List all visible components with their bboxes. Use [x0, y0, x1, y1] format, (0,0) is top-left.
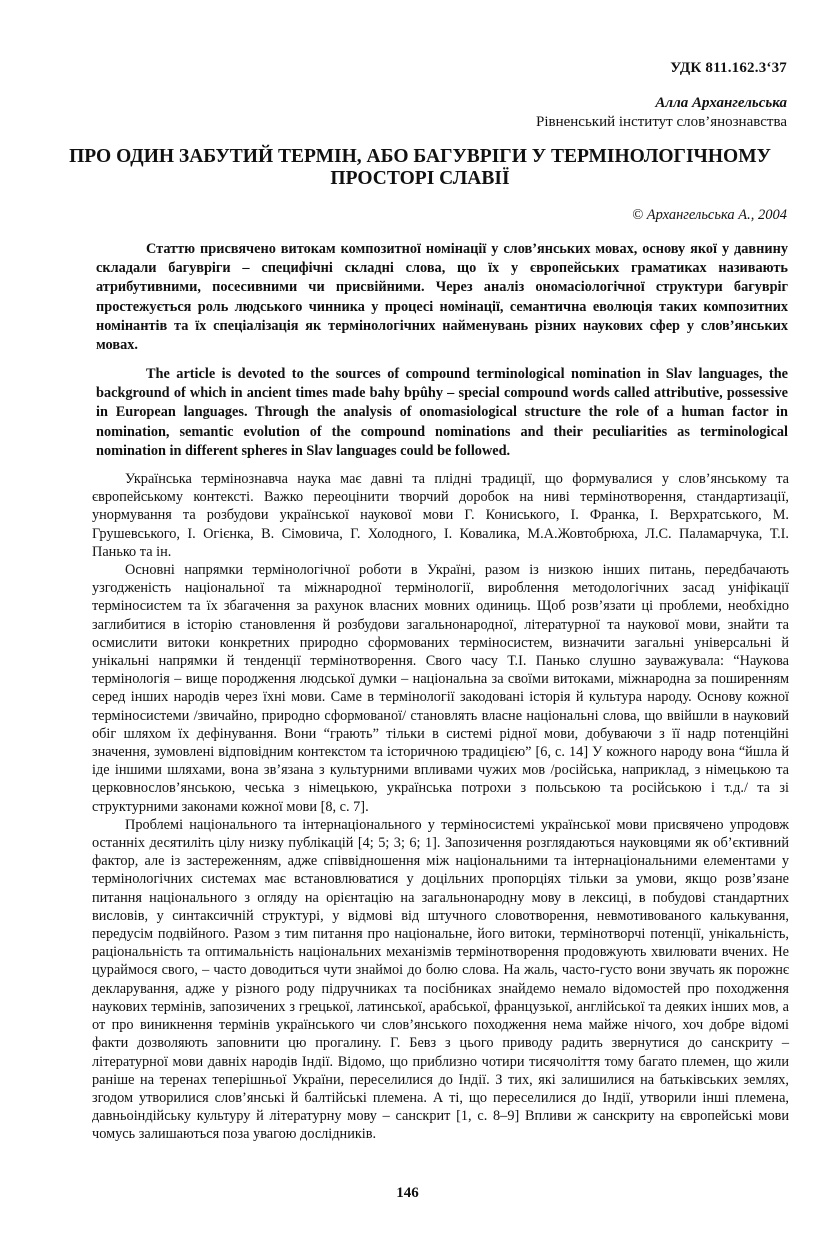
udk-code: УДК 811.162.3‘37 — [670, 60, 787, 76]
body-paragraph-3: Проблемі національного та інтернаціонального у терміносистемі української мови присвячено упродовж останніх десятиліть цілу низку публікацій [4; 5; 3; 6; 1]. Запозичення розглядаються науковцями як об’єктивний фактор, але із застереженням, адже співвідношення між національними та інтернаціональними елементами у термінологічних системах має встановлюватися у доцільних пропорціях тільки за умови, якщо розв’язане питання національного з огляду на орієнтацію на загальнонародну мову в лексиці, в побудові стандартних висловів, у синтаксичній структурі, у відмові від штучного словотворення, невмотивованого калькування, передусім подвійного. Разом з тим питання про національне, його витоки, термінотворчі потенції, унікальність, раціональність та оптимальність національних механізмів термінотворення продовжують хвилювати вчених. Не цураймося свого, – часто доводиться чути знаймоі до болю слова. На жаль, часто-густо вони звучать як порожнє декларування, адже у різного роду підручниках та посібниках знайдемо немало відомостей про походження наукових термінів, запозичених з грецької, латинської, арабської, французької, англійської та деяких інших мов, а от про виникнення термінів українського чи слов’янського походження нема майже нічого, хоч добре відомі факти дозволяють заповнити цю прогалину. Г. Бевз з цього приводу радить звернутися до санскриту – літературної мови давніх народів Індії. Відомо, що приблизно чотири тисячоліття тому багато племен, що жили раніше на теренах теперішньої України, переселилися до Індії. З тих, які залишилися на батьківських землях, згодом утворилися слов’янські й балтійські племена. А ті, що переселилися до Індії, утворили інші племена, давньоіндійську культуру й літературну мову – санскрит [1, с. 8–9] Впливи ж санскриту на європейські мови чомусь залишаються поза увагою дослідників. — [92, 816, 789, 1143]
copyright-line: © Архангельська А., 2004 — [632, 207, 787, 223]
abstract-english — [96, 365, 788, 461]
article-title: ПРО ОДИН ЗАБУТИЙ ТЕРМІН, АБО БАГУВРІГИ У ТЕРМІНОЛОГІЧНОМУ ПРОСТОРІ СЛАВІЇ — [69, 146, 771, 189]
page-number: 146 — [396, 1185, 419, 1201]
body-paragraph-1: Українська термінознавча наука має давні та плідні традиції, що формувалися у слов’янському та європейському контексті. Важко переоцінити творчий доробок на ниві термінотворення, стандартизації, унормування та розбудови української наукової мови Г. Кониського, І. Франка, І. Верхратського, М. Грушевського, І. Огієнка, В. Сімовича, Г. Холодного, І. Ковалика, М.А.Жовтобрюха, Л.С. Паламарчука, Т.І. Панько та ін. — [92, 471, 789, 560]
author-block — [536, 94, 787, 132]
article-body — [92, 470, 789, 1144]
abstract-english-text: The article is devoted to the sources of compound terminological nomination in Slav languages, the background of which in ancient times made bahy bpûhy – special compound words called attributive, possessive in European languages. Through the analysis of onomasiological structure the role of a human factor in nomination, semantic evolution of the compound nominations and their peculiarities as terminological nomination in different spheres in Slav languages could be followed. — [96, 366, 788, 459]
body-paragraph-2: Основні напрямки термінологічної роботи в Україні, разом із низкою інших питань, передбачають узгодженість національної та міжнародної термінології, вироблення методологічних засад уніфікації терміносистем та їх збагачення за рахунок власних мовних одиниць. Щоб розв’язати ці проблеми, необхідно заглибитися в історію становлення й розбудови загальнонародної, літературної та наукової мови, знайти та осмислити витоки конкретних природно сформованих терміносистем, визначити загальні універсальні й унікальні напрямки й тенденції термінотворення. Свого часу Т.І. Панько слушно зауважувала: “Наукова термінологія – вище породження людської думки – національна за своїми витоками, міжнародна за поширенням серед інших народів через їхні мови. Саме в термінології закодовані історія й культура народу. Основу кожної терміносистеми /звичайно, природно сформованої/ становлять власне національні слова, що ввійшли в науковий обіг шляхом їх дефінування. Вони “грають” тільки в системі рідної мови, добуваючи з її надр потенційні значення, зумовлені відповідним контекстом та історичною традицією” [6, с. 14] У кожного народу вона “йшла й іде іншими шляхами, вона зв’язана з культурними впливами чужих мов /російська, наприклад, з німецькою та церковнослов’янською, чеська з німецькою, українська потрохи з польською та російською і т.д./ та зі структурними законами кожної мови [8, с. 7]. — [92, 562, 789, 815]
author-affiliation: Рівненський інститут слов’янознавства — [535, 114, 787, 130]
abstract-ukrainian-text: Статтю присвячено витокам композитної номінації у слов’янських мовах, основу якої у давнину складали багувріги – специфічні складні слова, що їх у європейських граматиках називають атрибутивними, посесивними чи присвійними. Через аналіз ономасіологічної структури багувріг простежується роль людського чинника у процесі номінації, семантична еволюція таких композитних номінантів та їх спеціалізація як термінологічних найменувань різних наукових сфер у слов’янських мовах. — [96, 241, 788, 354]
abstract-ukrainian — [96, 240, 788, 355]
author-name: Алла Архангельська — [655, 95, 787, 111]
